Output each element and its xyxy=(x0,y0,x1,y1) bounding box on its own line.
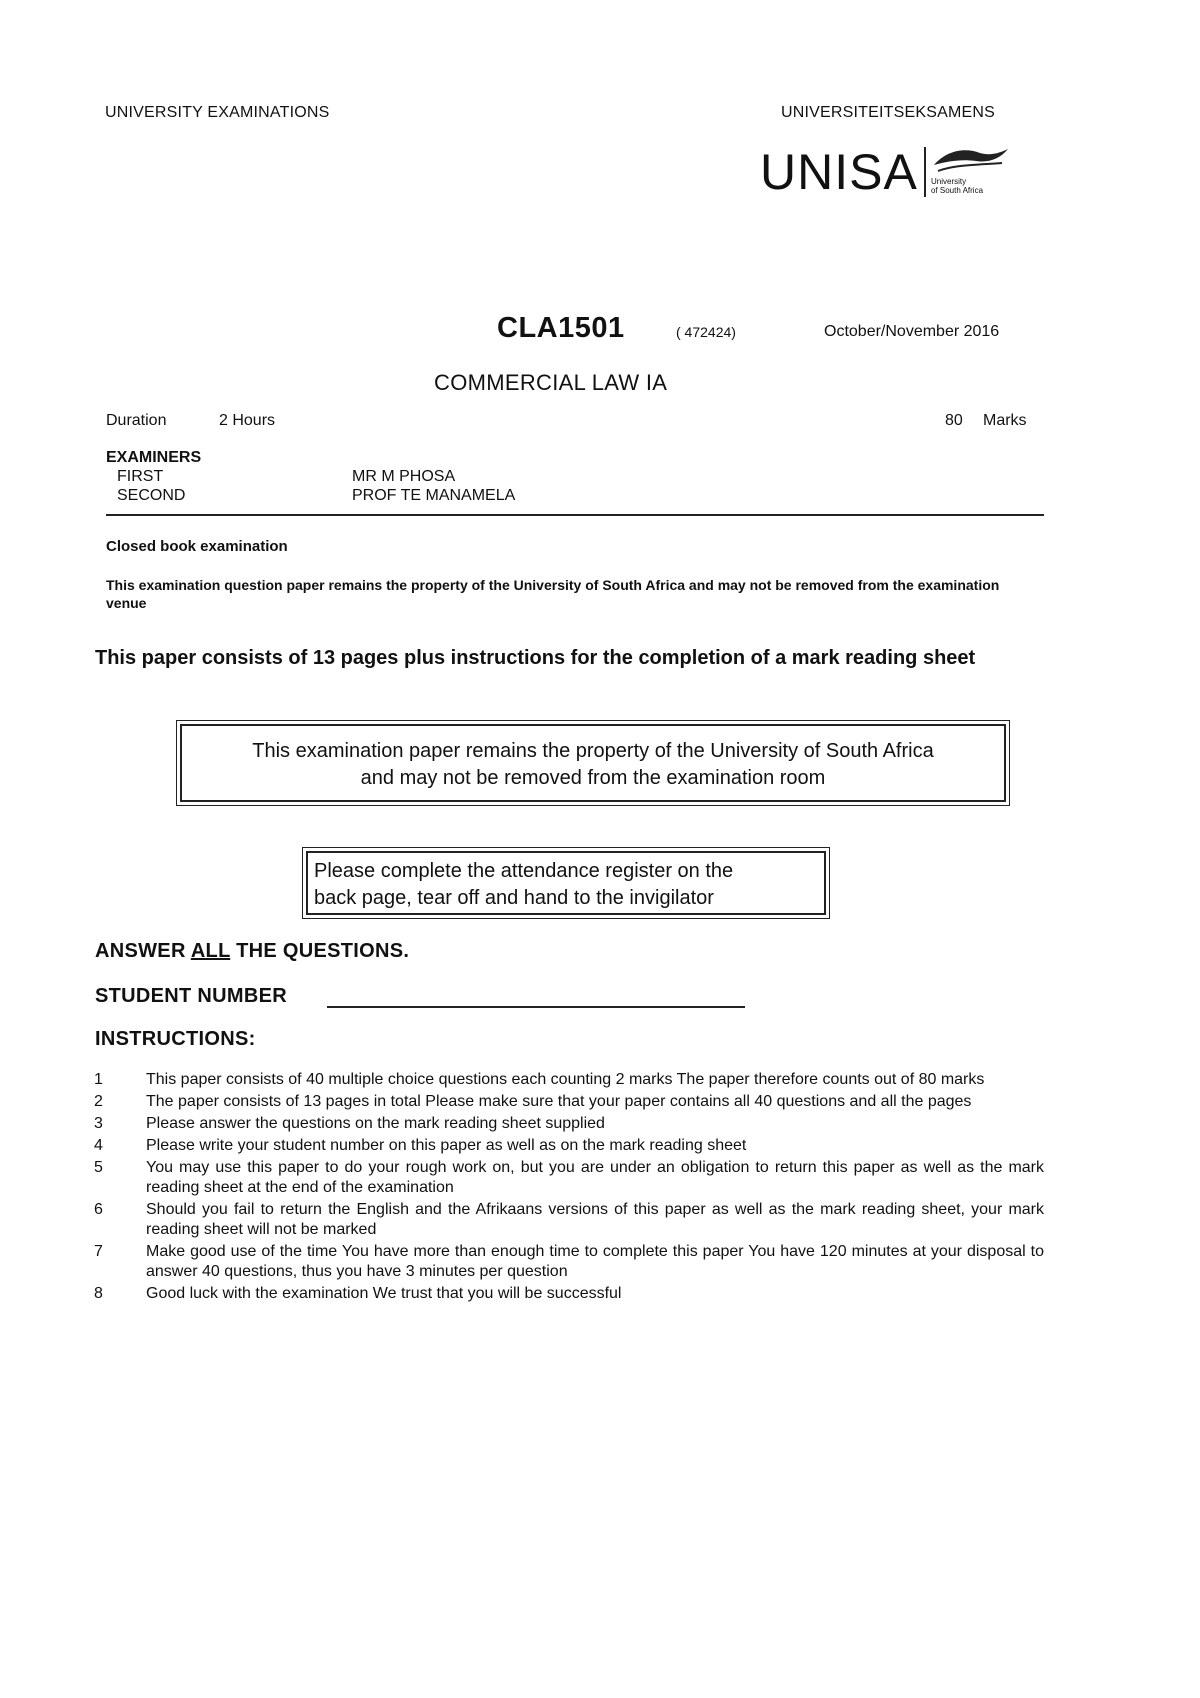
instructions-list xyxy=(94,1070,1044,1306)
instruction-number: 7 xyxy=(94,1243,103,1260)
instruction-number: 8 xyxy=(94,1285,103,1302)
instruction-text: Please write your student number on this paper as well as on the mark reading sheet xyxy=(146,1137,747,1154)
student-number-label: STUDENT NUMBER xyxy=(95,985,287,1007)
logo-sub-line1: University xyxy=(931,177,967,186)
unisa-logo-text: UNISA xyxy=(760,144,918,200)
marks-value: 80 xyxy=(945,412,963,429)
attendance-box-line2: back page, tear off and hand to the invigilator xyxy=(314,887,714,909)
closed-book-notice: Closed book examination xyxy=(106,538,288,555)
instruction-item xyxy=(94,1114,1044,1134)
instruction-item xyxy=(94,1070,1044,1090)
attendance-box-line1: Please complete the attendance register on the xyxy=(314,860,734,882)
examiner-first-name: MR M PHOSA xyxy=(352,468,456,485)
instruction-text: Good luck with the examination We trust that you will be successful xyxy=(146,1285,622,1302)
instruction-item xyxy=(94,1158,1044,1198)
course-code: CLA1501 xyxy=(497,312,625,344)
instruction-text: Should you fail to return the English and the Afrikaans versions of this paper as well as the mark reading sheet, your mark reading sheet will not be marked xyxy=(146,1201,1044,1238)
instruction-number: 4 xyxy=(94,1137,103,1154)
instruction-item xyxy=(94,1284,1044,1304)
header-right-title: UNIVERSITEITSEKSAMENS xyxy=(781,104,996,121)
property-notice-box xyxy=(180,724,1006,802)
instruction-text: The paper consists of 13 pages in total Please make sure that your paper contains all 40 questions and all the pages xyxy=(146,1093,972,1110)
unisa-logo xyxy=(760,143,1020,203)
examiner-second-label: SECOND xyxy=(117,487,186,504)
instruction-number: 3 xyxy=(94,1115,103,1132)
answer-all-heading xyxy=(95,940,409,963)
instruction-item xyxy=(94,1136,1044,1156)
instruction-item xyxy=(94,1092,1044,1112)
instruction-text: You may use this paper to do your rough work on, but you are under an obligation to return this paper as well as the mark reading sheet at the end of the examination xyxy=(146,1159,1044,1196)
student-number-input-line[interactable] xyxy=(327,1006,745,1008)
property-box-line2: and may not be removed from the examination room xyxy=(360,767,826,789)
marks-label: Marks xyxy=(983,412,1027,429)
attendance-notice-box xyxy=(306,851,826,915)
unisa-bird-emblem-icon xyxy=(930,143,1010,177)
instruction-number: 1 xyxy=(94,1071,103,1088)
duration-label: Duration xyxy=(106,412,167,429)
subject-title: COMMERCIAL LAW IA xyxy=(434,370,668,395)
logo-divider xyxy=(924,147,926,197)
examiner-first-label: FIRST xyxy=(117,468,164,485)
answer-all-suffix: THE QUESTIONS. xyxy=(230,940,410,962)
instruction-number: 6 xyxy=(94,1201,103,1218)
header-divider xyxy=(106,514,1044,516)
exam-session: October/November 2016 xyxy=(824,323,1000,340)
instruction-text: This paper consists of 40 multiple choice questions each counting 2 marks The paper therefore counts out of 80 marks xyxy=(146,1071,985,1088)
instruction-text: Please answer the questions on the mark reading sheet supplied xyxy=(146,1115,605,1132)
instruction-number: 5 xyxy=(94,1159,103,1176)
page-count-notice: This paper consists of 13 pages plus instructions for the completion of a mark reading sheet xyxy=(95,647,976,669)
examiners-heading: EXAMINERS xyxy=(106,449,202,466)
paper-number: ( 472424) xyxy=(676,324,736,340)
examiner-second-name: PROF TE MANAMELA xyxy=(352,487,516,504)
answer-all-underlined: ALL xyxy=(190,940,231,962)
instruction-item xyxy=(94,1242,1044,1282)
instruction-number: 2 xyxy=(94,1093,103,1110)
property-box-line1: This examination paper remains the property of the University of South Africa xyxy=(252,740,934,762)
instruction-text: Make good use of the time You have more than enough time to complete this paper You have 120 minutes at your disposal to answer 40 questions, thus you have 3 minutes per question xyxy=(146,1243,1044,1280)
property-notice: This examination question paper remains the property of the University of South Africa and may not be removed from the examination venue xyxy=(106,577,1000,611)
instructions-heading: INSTRUCTIONS: xyxy=(95,1028,256,1050)
header-left-title: UNIVERSITY EXAMINATIONS xyxy=(105,104,330,121)
instruction-item xyxy=(94,1200,1044,1240)
logo-sub-line2: of South Africa xyxy=(931,186,984,195)
answer-all-prefix: ANSWER xyxy=(95,940,191,962)
duration-value: 2 Hours xyxy=(219,412,276,429)
